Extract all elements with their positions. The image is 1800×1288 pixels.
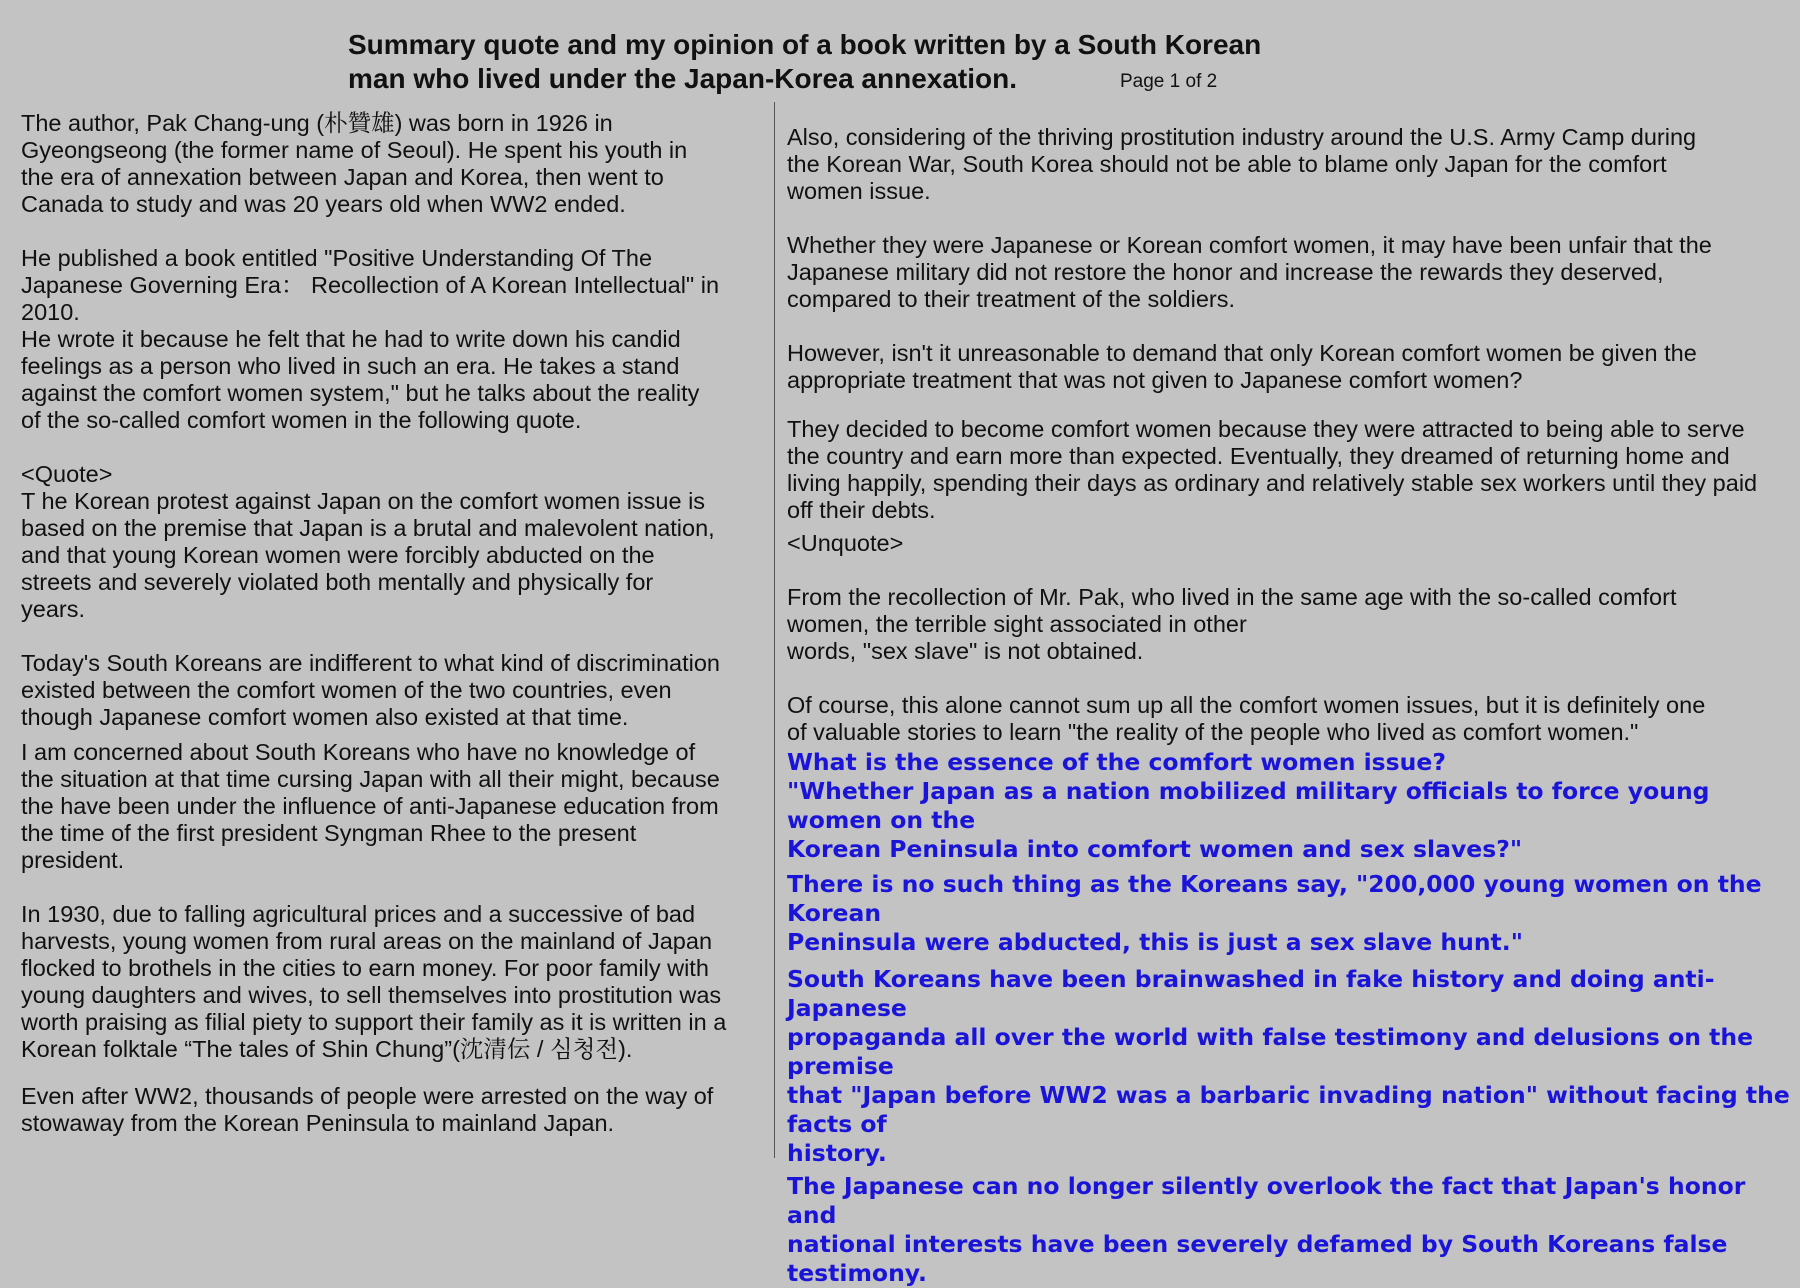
paragraph: They decided to become comfort women because they were attracted to being able to serve the country and earn more than expected. Eventually, they dreamed of returning home and living happily, spending their days as ordinary and relatively stable sex workers until they paid off their debts. — [787, 416, 1758, 523]
paragraph: However, isn't it unreasonable to demand that only Korean comfort women be given the appropriate treatment that was not given to Japanese comfort women? — [787, 340, 1697, 393]
page-number: Page 1 of 2 — [1120, 71, 1218, 92]
blue-note: What is the essence of the comfort women issue? "Whether Japan as a nation mobilized military officials to force young women on the Korean Peninsula into comfort women and sex slaves?" — [787, 748, 1710, 863]
paragraph: Whether they were Japanese or Korean comfort women, it may have been unfair that the Japanese military did not restore the honor and increase the rewards they deserved, compared to their treatment of the soldiers. — [787, 232, 1712, 312]
paragraph: I am concerned about South Koreans who have no knowledge of the situation at that time cursing Japan with all their might, because the have been under the influence of anti-Japanese education from the time of the first president Syngman Rhee to the present president. — [21, 739, 720, 873]
title-line-2: man who lived under the Japan-Korea annexation. — [348, 63, 1018, 94]
paragraph: Even after WW2, thousands of people were arrested on the way of stowaway from the Korean Peninsula to mainland Japan. — [21, 1083, 714, 1136]
paragraph: Also, considering of the thriving prostitution industry around the U.S. Army Camp during the Korean War, South Korea should not be able to blame only Japan for the comfort women issue. — [787, 124, 1697, 204]
paragraph: The author, Pak Chang-ung (朴贊雄) was born in 1926 in Gyeongseong (the former name of Seoul). He spent his youth in the era of annexation between Japan and Korea, then went to Canada to study and was 20 years old when WW2 ended. — [21, 110, 688, 217]
paragraph: T he Korean protest against Japan on the comfort women issue is based on the premise that Japan is a brutal and malevolent nation, and that young Korean women were forcibly abducted on the streets and severely violated both mentally and physically for years. — [21, 488, 715, 622]
paragraph: Of course, this alone cannot sum up all the comfort women issues, but it is definitely one of valuable stories to learn "the reality of the people who lived as comfort women." — [787, 692, 1706, 745]
quote-marker: <Quote> — [21, 461, 113, 487]
left-column — [21, 110, 761, 1137]
blue-note: There is no such thing as the Koreans say, "200,000 young women on the Korean Peninsula were abducted, this is just a sex slave hunt." — [787, 870, 1762, 956]
paragraph: Today's South Koreans are indifferent to what kind of discrimination existed between the comfort women of the two countries, even though Japanese comfort women also existed at that time. — [21, 650, 720, 730]
right-column — [787, 124, 1792, 1288]
unquote-marker: <Unquote> — [787, 530, 904, 556]
column-divider — [774, 102, 775, 1158]
blue-note: The Japanese can no longer silently overlook the fact that Japan's honor and national interests have been severely defamed by South Koreans false testimony. — [787, 1172, 1746, 1287]
title-line-1: Summary quote and my opinion of a book written by a South Korean — [348, 29, 1262, 60]
paragraph: He wrote it because he felt that he had to write down his candid feelings as a person who lived in such an era. He takes a stand against the comfort women system," but he talks about the reality of the so-called comfort women in the following quote. — [21, 326, 700, 433]
paragraph: From the recollection of Mr. Pak, who lived in the same age with the so-called comfort women, the terrible sight associated in other words, "sex slave" is not obtained. — [787, 584, 1677, 664]
paragraph: In 1930, due to falling agricultural prices and a successive of bad harvests, young women from rural areas on the mainland of Japan flocked to brothels in the cities to earn money. For poor family with young daughters and wives, to sell themselves into prostitution was worth praising as filial piety to support their family as it is written in a Korean folktale “The tales of Shin Chung”(沈清伝 / 심청전). — [21, 901, 727, 1062]
paragraph: He published a book entitled "Positive Understanding Of The Japanese Governing Era： Recollection of A Korean Intellectual" in 2010. — [21, 245, 720, 325]
blue-note: South Koreans have been brainwashed in fake history and doing anti-Japanese propaganda all over the world with false testimony and delusions on the premise that "Japan before WW2 was a barbaric invading nation" without facing the facts of history. — [787, 965, 1790, 1167]
